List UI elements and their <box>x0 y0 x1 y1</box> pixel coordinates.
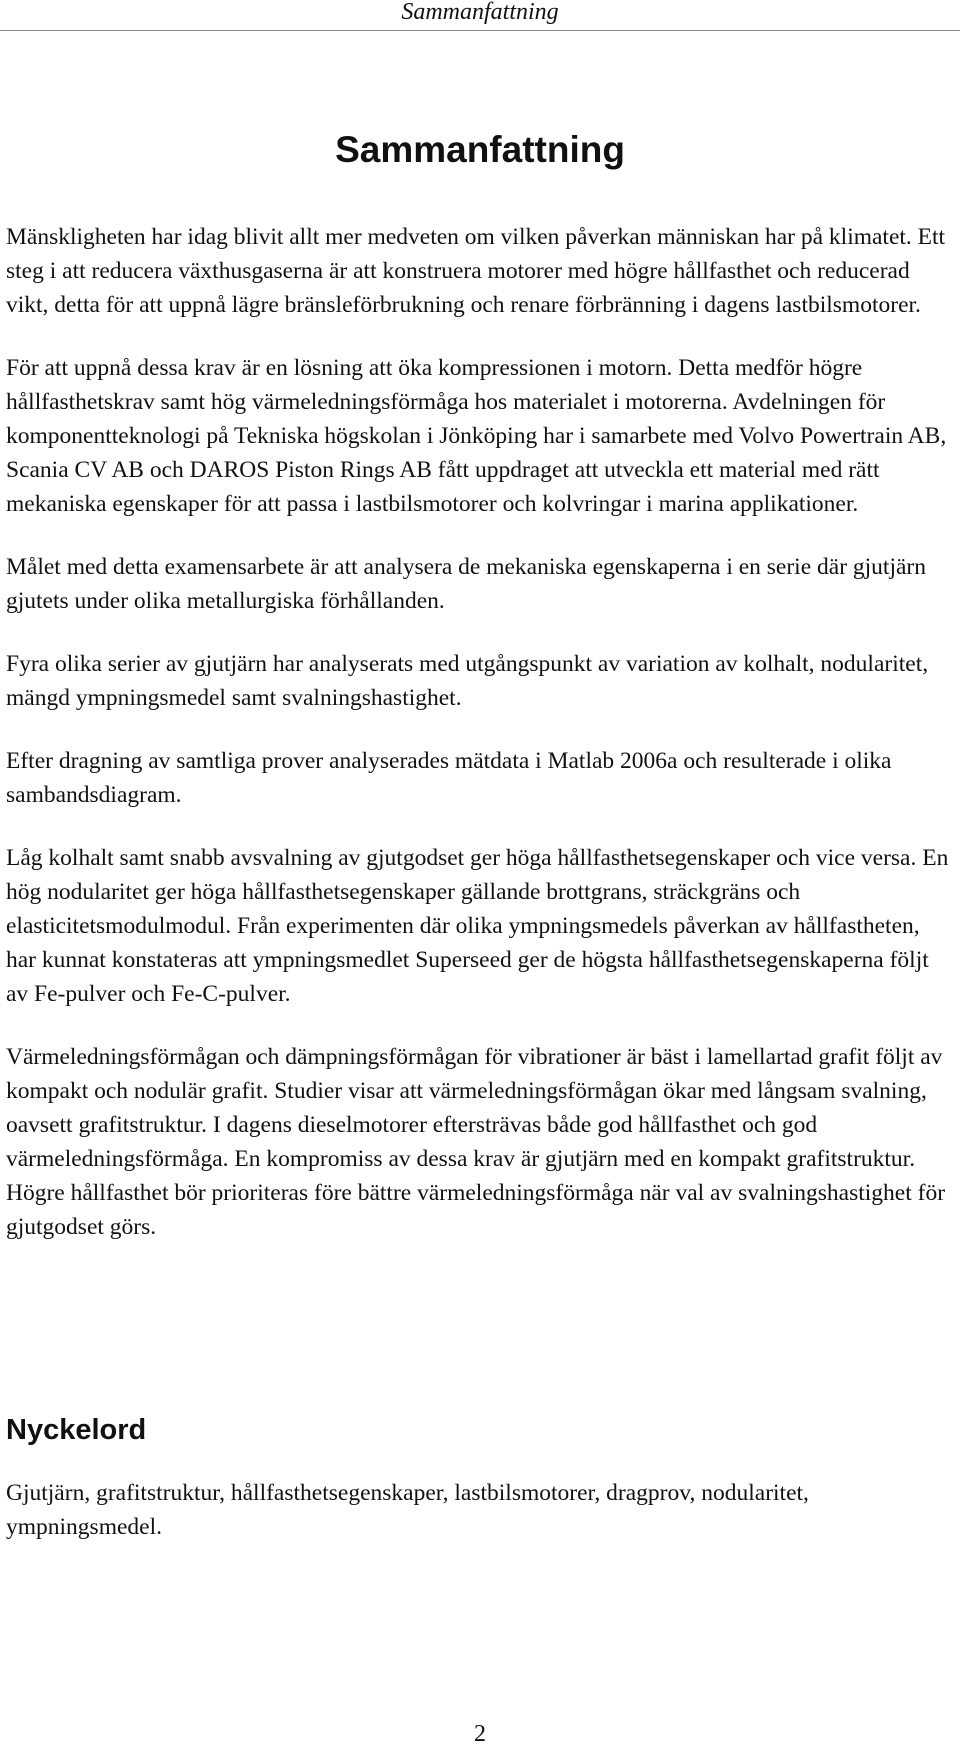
keywords-heading: Nyckelord <box>6 1414 147 1446</box>
running-header <box>0 0 960 31</box>
keywords-text: Gjutjärn, grafitstruktur, hållfasthetsegenskaper, lastbilsmotorer, dragprov, nodularitet, ympningsmedel. <box>6 1480 809 1540</box>
running-header-title: Sammanfattning <box>401 0 559 25</box>
page-number: 2 <box>474 1721 486 1747</box>
summary-body <box>6 220 954 1273</box>
summary-paragraph: Målet med detta examensarbete är att analysera de mekaniska egenskaperna i en serie där gjutjärn gjutets under olika metallurgiska förhållanden. <box>6 554 926 614</box>
page-title: Sammanfattning <box>335 129 625 170</box>
summary-paragraph: Fyra olika serier av gjutjärn har analyserats med utgångspunkt av variation av kolhalt, nodularitet, mängd ympningsmedel samt svalningshastighet. <box>6 651 929 711</box>
summary-paragraph: Låg kolhalt samt snabb avsvalning av gjutgodset ger höga hållfasthetsegenskaper och vice versa. En hög nodularitet ger höga hållfasthetsegenskaper gällande brottgrans, sträckgräns och elasticitetsmodulmodul. Från experimenten där olika ympningsmedels påverkan av hållfastheten, har kunnat konstateras att ympningsmedlet Superseed ger de högsta hållfasthetsegenskaperna följt av Fe-pulver och Fe-C-pulver. <box>6 845 949 1007</box>
summary-paragraph: Värmeledningsförmågan och dämpningsförmågan för vibrationer är bäst i lamellartad grafit följt av kompakt och nodulär grafit. Studier visar att värmeledningsförmågan ökar med långsam svalning, oavsett grafitstruktur. I dagens dieselmotorer eftersträvas både god hållfasthet och god värmeledningsförmåga. En kompromiss av dessa krav är gjutjärn med en kompakt grafitstruktur. Högre hållfasthet bör prioriteras före bättre värmeledningsförmåga när val av svalningshastighet för gjutgodset görs. <box>6 1044 946 1240</box>
summary-paragraph: Efter dragning av samtliga prover analyserades mätdata i Matlab 2006a och resulterade i olika sambandsdiagram. <box>6 748 892 808</box>
summary-paragraph: För att uppnå dessa krav är en lösning att öka kompressionen i motorn. Detta medför högre hållfasthetskrav samt hög värmeledningsförmåga hos materialet i motorerna. Avdelningen för komponentteknologi på Tekniska högskolan i Jönköping har i samarbete med Volvo Powertrain AB, Scania CV AB och DAROS Piston Rings AB fått uppdraget att utveckla ett material med rätt mekaniska egenskaper för att passa i lastbilsmotorer och kolvringar i marina applikationer. <box>6 355 947 517</box>
summary-paragraph: Mänskligheten har idag blivit allt mer medveten om vilken påverkan människan har på klimatet. Ett steg i att reducera växthusgaserna är att konstruera motorer med högre hållfasthet och reducerad vikt, detta för att uppnå lägre bränsleförbrukning och renare förbränning i dagens lastbilsmotorer. <box>6 224 946 318</box>
